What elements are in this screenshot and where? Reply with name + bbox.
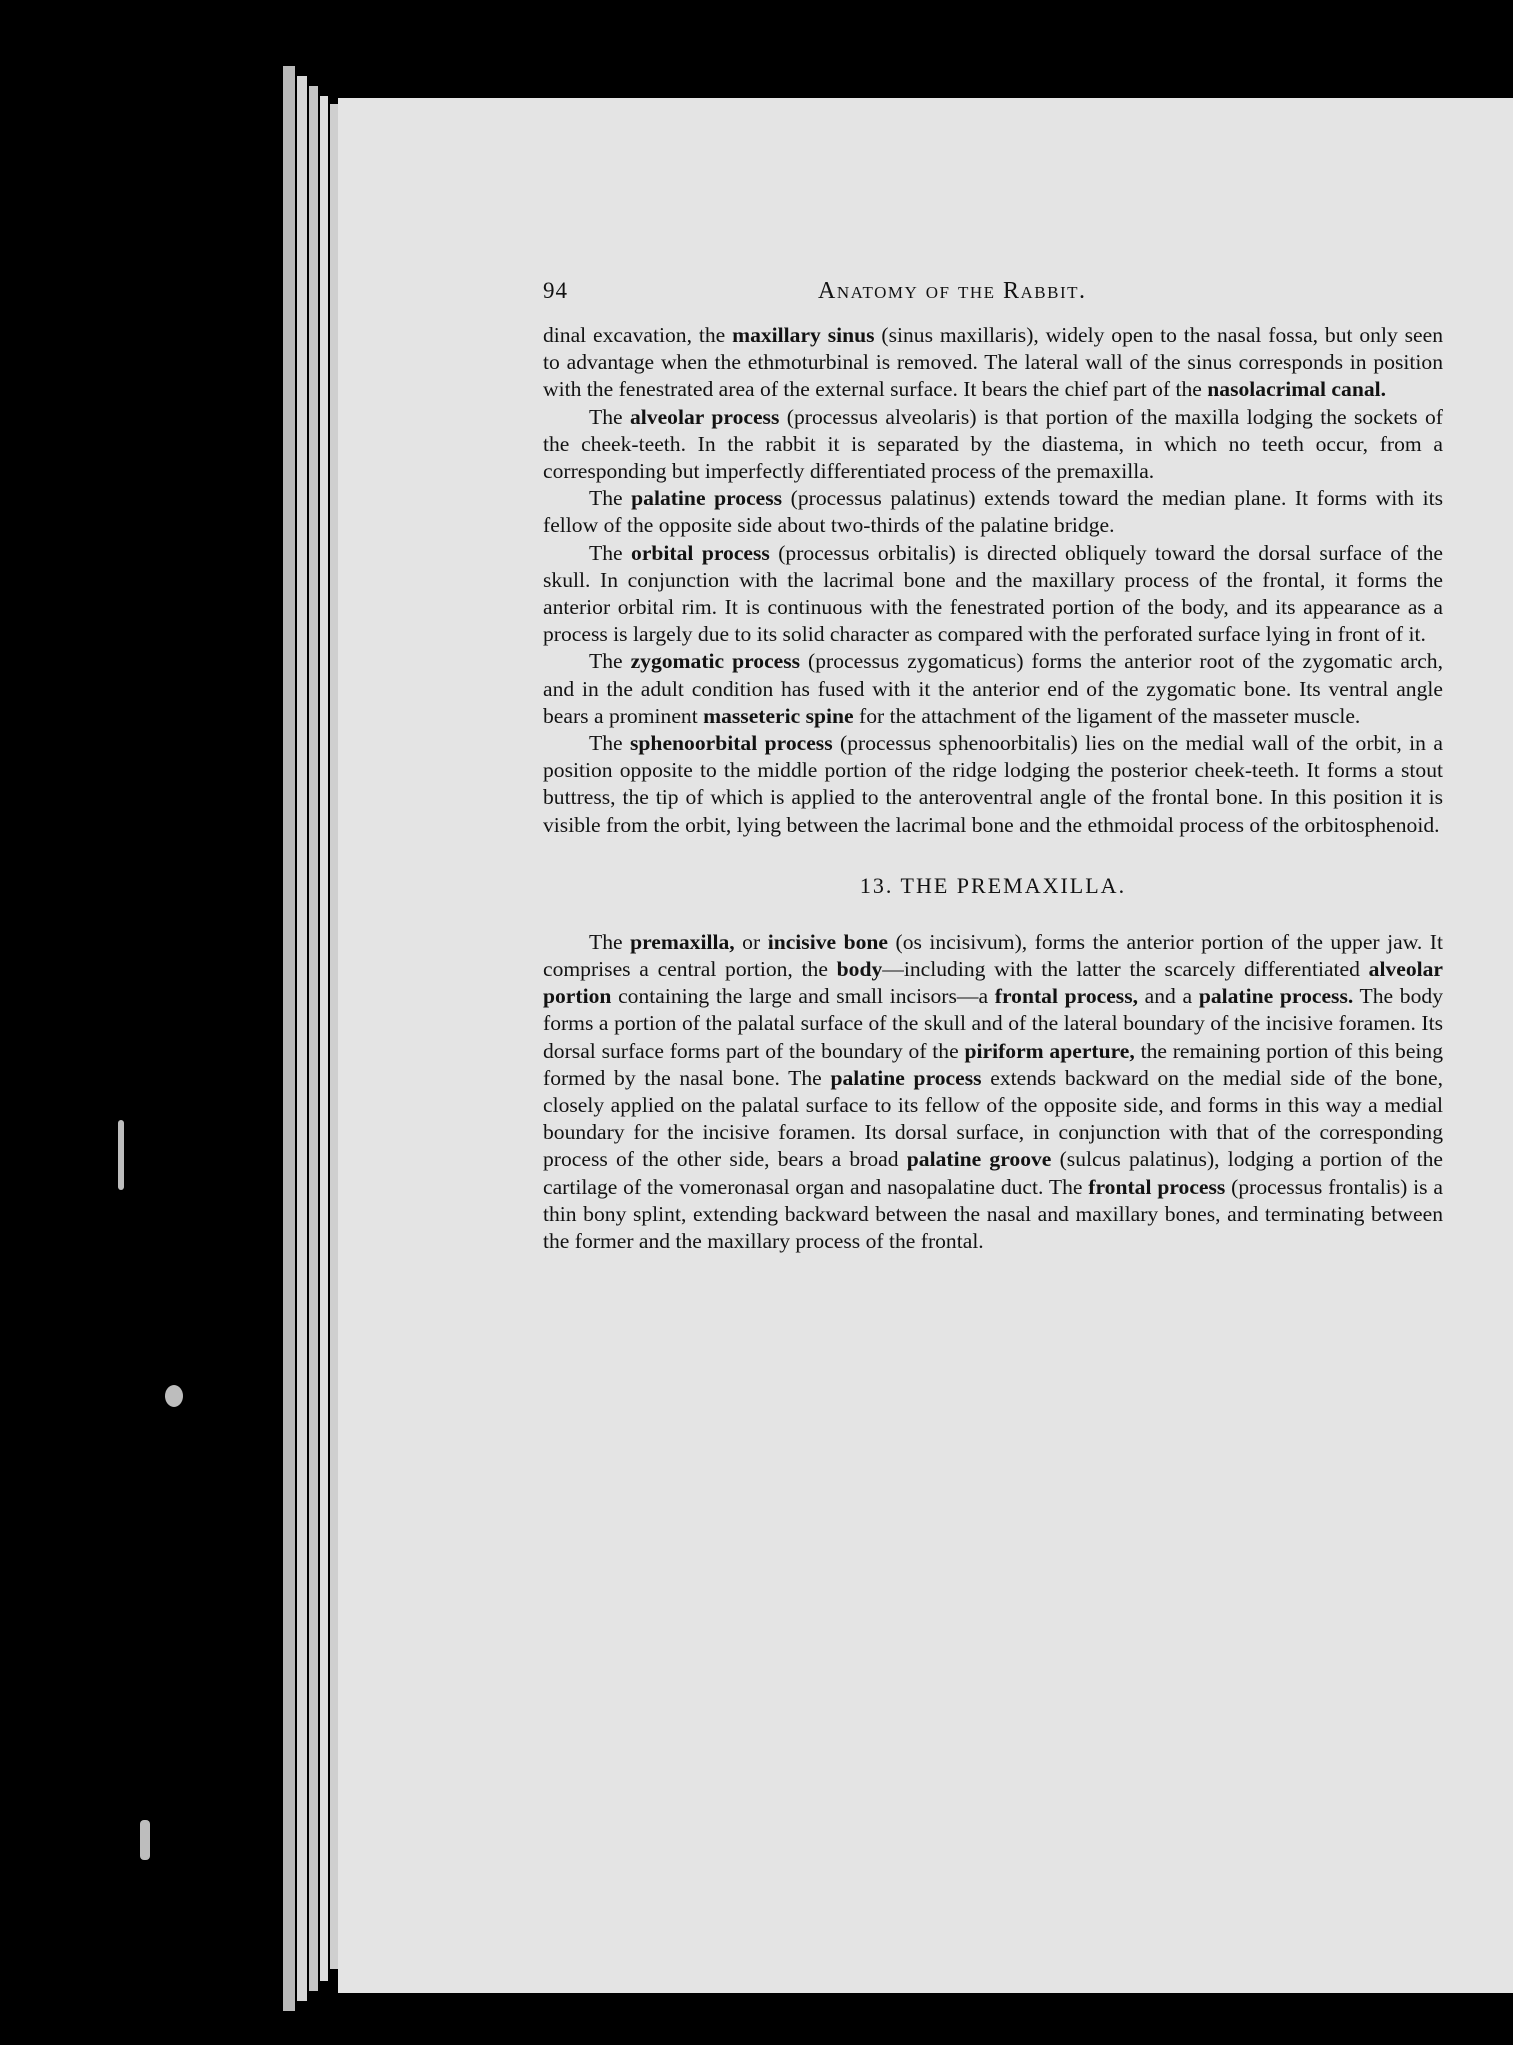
paragraph [543, 485, 1443, 539]
bold-term: maxillary sinus [732, 323, 875, 347]
scan-speck [118, 1120, 124, 1190]
text-run: (os incisivum), forms the anterior portion of the upper jaw. It comprises a central portion, the [543, 929, 1443, 982]
bold-term: incisive bone [767, 929, 888, 954]
bold-term: alveolar portion [543, 957, 1443, 1009]
text-run: The [589, 929, 631, 954]
scan-speck [165, 1385, 183, 1407]
body-text-maxilla [543, 322, 1443, 839]
text-run: (processus orbitalis) is directed obliquely toward the dorsal surface of the skull. In conjunction with the lacrimal bone and the maxillary process of the frontal, it forms the anterior orbital rim. It is continuous with the fenestrated portion of the body, and its appearance as a process is largely due to its solid character as compared with the perforated surface lying in front of it. [543, 540, 1443, 647]
text-run: The body forms a portion of the palatal surface of the skull and of the lateral boundary of the incisive foramen. Its dorsal surface forms part of the boundary of the [543, 984, 1443, 1063]
bold-term: palatine process [631, 486, 783, 511]
bold-term: premaxilla, [630, 929, 735, 954]
text-run: (processus frontalis) is a thin bony splint, extending backward between the nasal and maxillary bones, and terminating between the former and the maxillary process of the frontal. [543, 1174, 1443, 1254]
text-run: or [734, 929, 768, 954]
paragraph [543, 730, 1443, 839]
text-run: The [589, 649, 631, 674]
bold-term: zygomatic process [630, 649, 801, 674]
text-run: dinal excavation, the [543, 323, 733, 347]
page-edge [297, 76, 307, 2001]
text-run: (sinus maxillaris), widely open to the nasal fossa, but only seen to advantage when the ethmoturbinal is removed. The lateral wall of the sinus corresponds in position with the fenestrated area of the external surface. It bears the chief part of the [543, 323, 1443, 402]
bold-term: frontal process [1088, 1174, 1226, 1199]
bold-term: orbital process [631, 540, 770, 565]
text-run: (processus palatinus) extends toward the median plane. It forms with its fellow of the opposite side about two-thirds of the palatine bridge. [543, 486, 1443, 538]
bold-term: nasolacrimal canal. [1207, 377, 1387, 402]
section-heading: 13. THE PREMAXILLA. [859, 872, 1127, 898]
text-run: (sulcus palatinus), lodging a portion of the cartilage of the vomeronasal organ and nasopalatine duct. The [543, 1147, 1443, 1199]
text-run: (processus sphenoorbitalis) lies on the medial wall of the orbit, in a position opposite to the middle portion of the ridge lodging the posterior cheek-teeth. It forms a stout buttress, the tip of which is applied to the anteroventral angle of the frontal bone. In this position it is visible from the orbit, lying between the lacrimal bone and the ethmoidal process of the orbitosphenoid. [543, 731, 1443, 837]
running-head [543, 278, 1443, 314]
page-text-block [543, 278, 1443, 1255]
page-number: 94 [543, 278, 568, 303]
paragraph [543, 540, 1443, 649]
bold-term: palatine groove [906, 1147, 1052, 1172]
running-title: Anatomy of the Rabbit. [818, 278, 1087, 304]
page-edge [309, 86, 318, 1991]
text-run: The [589, 486, 632, 511]
paragraph [543, 648, 1443, 730]
bold-term: frontal process, [994, 984, 1138, 1009]
text-run: The [589, 404, 630, 429]
scan-speck [140, 1820, 150, 1860]
text-run: for the attachment of the ligament of the masseter muscle. [853, 703, 1361, 728]
text-run: —including with the latter the scarcely differentiated [882, 957, 1369, 982]
book-page [338, 98, 1513, 1993]
paragraph [543, 929, 1443, 1255]
bold-term: body [836, 957, 883, 982]
bold-term: palatine process. [1198, 984, 1354, 1009]
text-run: containing the large and small incisors—a [611, 984, 995, 1009]
paragraph [543, 322, 1443, 404]
bold-term: sphenoorbital process [630, 731, 833, 756]
text-run: and a [1138, 984, 1199, 1009]
text-run: (processus zygomaticus) forms the anterior root of the zygomatic arch, and in the adult condition has fused with it the anterior end of the zygomatic bone. Its ventral angle bears a prominent [543, 649, 1443, 728]
body-text-premaxilla [543, 929, 1443, 1255]
text-run: (processus alveolaris) is that portion of the maxilla lodging the sockets of the cheek-teeth. In the rabbit it is separated by the diastema, in which no teeth occur, from a corresponding but imperfectly differentiated process of the premaxilla. [543, 404, 1443, 484]
text-run: extends backward on the medial side of the bone, closely applied on the palatal surface to its fellow of the opposite side, and forms in this way a medial boundary for the incisive foramen. Its dorsal surface, in conjunction with that of the corresponding process of the other side, bears a broad [543, 1065, 1444, 1172]
text-run: the remaining portion of this being formed by the nasal bone. The [543, 1038, 1443, 1090]
text-run: The [589, 731, 631, 756]
bold-term: alveolar process [630, 404, 780, 429]
page-edge [283, 66, 295, 2011]
bold-term: piriform aperture, [964, 1038, 1135, 1063]
text-run: The [589, 540, 632, 565]
page-edge [330, 104, 338, 1969]
page-edge [320, 96, 328, 1981]
bold-term: palatine process [830, 1065, 982, 1090]
paragraph [543, 404, 1443, 486]
bold-term: masseteric spine [703, 703, 854, 728]
